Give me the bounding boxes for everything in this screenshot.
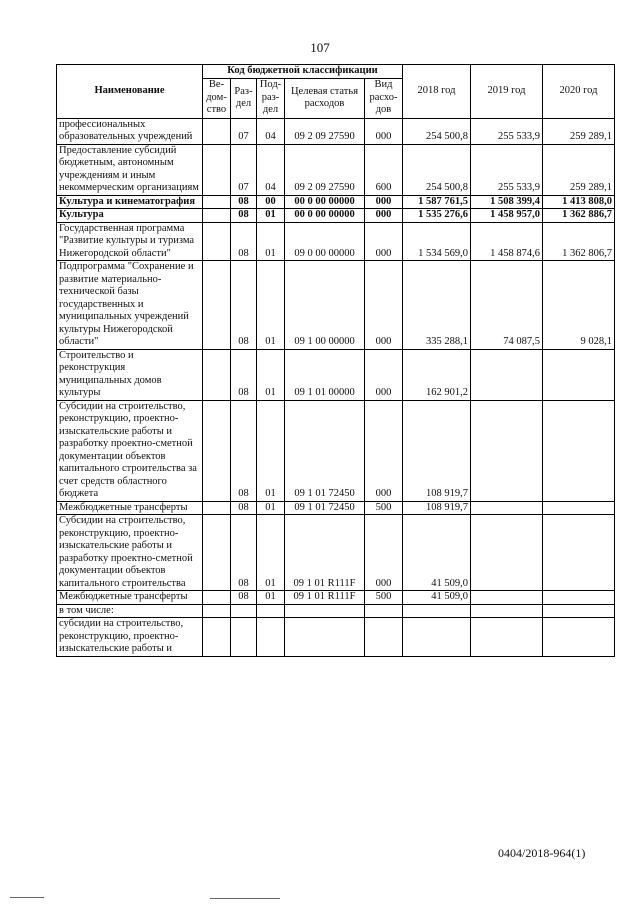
row-2019 xyxy=(471,604,543,618)
row-2019 xyxy=(471,501,543,515)
row-podrazdel: 04 xyxy=(257,144,285,195)
row-name: Субсидии на строительство, реконструкцию, проектно-изыскательские работы и разработку проектно-сметной документации объектов капитального строительства за счет средств областного бюджета xyxy=(57,400,203,501)
row-2019: 255 533,9 xyxy=(471,144,543,195)
row-expense-type: 000 xyxy=(365,222,403,261)
row-name: субсидии на строительство, реконструкцию, проектно-изыскательские работы и xyxy=(57,618,203,657)
row-podrazdel xyxy=(257,604,285,618)
header-2018: 2018 год xyxy=(403,65,471,119)
row-2019 xyxy=(471,591,543,605)
row-razdel: 08 xyxy=(231,222,257,261)
row-2019: 1 458 957,0 xyxy=(471,209,543,223)
row-2018: 41 509,0 xyxy=(403,591,471,605)
row-target-article: 09 2 09 27590 xyxy=(285,144,365,195)
row-name: Межбюджетные трансферты xyxy=(57,591,203,605)
row-expense-type: 000 xyxy=(365,515,403,591)
row-2018: 254 500,8 xyxy=(403,144,471,195)
row-2018: 1 534 569,0 xyxy=(403,222,471,261)
row-name: Подпрограмма "Сохранение и развитие материально-технической базы государственных и муниципальных учреждений культуры Нижегородской области" xyxy=(57,261,203,350)
budget-table xyxy=(56,64,615,657)
row-2019 xyxy=(471,400,543,501)
row-target-article xyxy=(285,618,365,657)
row-podrazdel: 01 xyxy=(257,222,285,261)
table-row xyxy=(57,118,615,144)
row-razdel: 08 xyxy=(231,501,257,515)
row-ved xyxy=(203,604,231,618)
row-name: Субсидии на строительство, реконструкцию, проектно-изыскательские работы и разработку проектно-сметной документации объектов капитального строительства xyxy=(57,515,203,591)
row-2018: 108 919,7 xyxy=(403,400,471,501)
row-target-article: 09 1 01 R111F xyxy=(285,515,365,591)
row-podrazdel: 04 xyxy=(257,118,285,144)
row-name: Культура и кинематография xyxy=(57,195,203,209)
header-name: Наименование xyxy=(57,65,203,119)
row-2019 xyxy=(471,515,543,591)
header-2020: 2020 год xyxy=(543,65,615,119)
table-row xyxy=(57,515,615,591)
page-number: 107 xyxy=(310,40,330,55)
table-row xyxy=(57,400,615,501)
row-podrazdel: 01 xyxy=(257,515,285,591)
row-2018: 1 587 761,5 xyxy=(403,195,471,209)
table-row xyxy=(57,501,615,515)
table-row xyxy=(57,222,615,261)
row-razdel: 07 xyxy=(231,144,257,195)
table-row xyxy=(57,144,615,195)
row-expense-type: 000 xyxy=(365,209,403,223)
table-row xyxy=(57,195,615,209)
row-name: профессиональных образовательных учреждений xyxy=(57,118,203,144)
footer-document-code: 0404/2018-964(1) xyxy=(498,846,586,860)
row-2020 xyxy=(543,400,615,501)
row-podrazdel: 01 xyxy=(257,209,285,223)
row-2020: 9 028,1 xyxy=(543,261,615,350)
row-razdel: 08 xyxy=(231,261,257,350)
row-podrazdel: 00 xyxy=(257,195,285,209)
header-expense-type: Вид расхо-дов xyxy=(365,78,403,118)
row-ved xyxy=(203,349,231,400)
row-target-article: 09 1 01 00000 xyxy=(285,349,365,400)
row-expense-type: 500 xyxy=(365,501,403,515)
row-podrazdel: 01 xyxy=(257,261,285,350)
row-2018: 254 500,8 xyxy=(403,118,471,144)
row-expense-type: 500 xyxy=(365,591,403,605)
row-2019: 1 508 399,4 xyxy=(471,195,543,209)
row-expense-type: 000 xyxy=(365,195,403,209)
row-name: Культура xyxy=(57,209,203,223)
row-razdel: 08 xyxy=(231,195,257,209)
row-2020 xyxy=(543,591,615,605)
row-name: Межбюджетные трансферты xyxy=(57,501,203,515)
row-target-article: 00 0 00 00000 xyxy=(285,209,365,223)
row-expense-type: 000 xyxy=(365,118,403,144)
row-2020 xyxy=(543,515,615,591)
header-razdel: Раз-дел xyxy=(231,78,257,118)
table-header xyxy=(57,65,615,119)
row-2020 xyxy=(543,349,615,400)
row-2020: 1 362 886,7 xyxy=(543,209,615,223)
row-ved xyxy=(203,222,231,261)
header-ved: Ве-дом-ство xyxy=(203,78,231,118)
row-target-article: 09 1 01 72450 xyxy=(285,501,365,515)
row-ved xyxy=(203,591,231,605)
row-podrazdel: 01 xyxy=(257,400,285,501)
row-target-article xyxy=(285,604,365,618)
row-2020: 259 289,1 xyxy=(543,118,615,144)
row-2019: 74 087,5 xyxy=(471,261,543,350)
row-razdel: 07 xyxy=(231,118,257,144)
row-target-article: 09 0 00 00000 xyxy=(285,222,365,261)
row-podrazdel: 01 xyxy=(257,501,285,515)
row-name: Предоставление субсидий бюджетным, автономным учреждениям и иным некоммерческим организациям xyxy=(57,144,203,195)
row-2019 xyxy=(471,618,543,657)
bottom-dash-mid xyxy=(210,898,280,899)
row-name: Строительство и реконструкция муниципальных домов культуры xyxy=(57,349,203,400)
row-2018: 162 901,2 xyxy=(403,349,471,400)
row-2018: 1 535 276,6 xyxy=(403,209,471,223)
row-ved xyxy=(203,118,231,144)
row-ved xyxy=(203,144,231,195)
row-ved xyxy=(203,501,231,515)
row-expense-type: 000 xyxy=(365,349,403,400)
row-ved xyxy=(203,515,231,591)
table-body xyxy=(57,118,615,656)
row-razdel xyxy=(231,618,257,657)
table-row xyxy=(57,591,615,605)
row-2020 xyxy=(543,604,615,618)
row-ved xyxy=(203,261,231,350)
row-target-article: 09 1 01 72450 xyxy=(285,400,365,501)
row-ved xyxy=(203,618,231,657)
row-2020: 1 362 806,7 xyxy=(543,222,615,261)
row-ved xyxy=(203,195,231,209)
row-2019 xyxy=(471,349,543,400)
row-2020 xyxy=(543,501,615,515)
row-ved xyxy=(203,209,231,223)
row-target-article: 09 1 01 R111F xyxy=(285,591,365,605)
row-expense-type xyxy=(365,618,403,657)
table-row xyxy=(57,209,615,223)
row-razdel xyxy=(231,604,257,618)
row-razdel: 08 xyxy=(231,349,257,400)
header-budget-classification: Код бюджетной классификации xyxy=(203,65,403,79)
header-podrazdel: Под-раз-дел xyxy=(257,78,285,118)
row-expense-type xyxy=(365,604,403,618)
table-row xyxy=(57,618,615,657)
table-row xyxy=(57,349,615,400)
row-razdel: 08 xyxy=(231,515,257,591)
row-2020 xyxy=(543,618,615,657)
header-2019: 2019 год xyxy=(471,65,543,119)
row-target-article: 09 1 00 00000 xyxy=(285,261,365,350)
row-2018 xyxy=(403,604,471,618)
row-ved xyxy=(203,400,231,501)
row-expense-type: 000 xyxy=(365,261,403,350)
row-name: в том числе: xyxy=(57,604,203,618)
row-expense-type: 000 xyxy=(365,400,403,501)
row-target-article: 09 2 09 27590 xyxy=(285,118,365,144)
row-podrazdel: 01 xyxy=(257,349,285,400)
row-2018: 41 509,0 xyxy=(403,515,471,591)
row-expense-type: 600 xyxy=(365,144,403,195)
row-2018: 108 919,7 xyxy=(403,501,471,515)
row-2020: 1 413 808,0 xyxy=(543,195,615,209)
header-target-article: Целевая статья расходов xyxy=(285,78,365,118)
row-podrazdel xyxy=(257,618,285,657)
table-row xyxy=(57,604,615,618)
row-2019: 255 533,9 xyxy=(471,118,543,144)
row-2018 xyxy=(403,618,471,657)
row-2020: 259 289,1 xyxy=(543,144,615,195)
row-razdel: 08 xyxy=(231,209,257,223)
bottom-dash-left xyxy=(10,897,44,898)
row-name: Государственная программа "Развитие культуры и туризма Нижегородской области" xyxy=(57,222,203,261)
row-podrazdel: 01 xyxy=(257,591,285,605)
row-razdel: 08 xyxy=(231,591,257,605)
row-2018: 335 288,1 xyxy=(403,261,471,350)
table-row xyxy=(57,261,615,350)
row-target-article: 00 0 00 00000 xyxy=(285,195,365,209)
row-razdel: 08 xyxy=(231,400,257,501)
row-2019: 1 458 874,6 xyxy=(471,222,543,261)
